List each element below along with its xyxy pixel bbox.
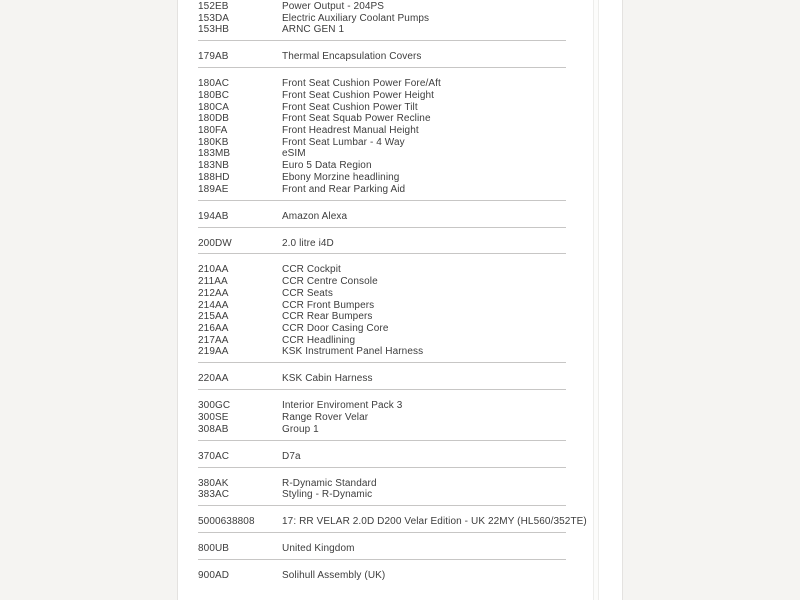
option-description-cell: Interior Enviroment Pack 3 [282,400,403,412]
table-row [198,238,566,250]
option-description-cell: ARNC GEN 1 [282,24,345,36]
option-code-cell: 179AB [198,51,229,63]
option-description-cell: Amazon Alexa [282,210,348,222]
option-description-cell: Front Seat Cushion Power Fore/Aft [282,78,441,90]
option-code-cell: 211AA [198,276,228,288]
vertical-scrollbar[interactable] [593,0,599,600]
option-list-card [177,0,623,600]
table-row [198,489,566,501]
option-code-cell: 180BC [198,90,230,102]
option-code-cell: 800UB [198,543,230,555]
table-row [198,125,566,137]
option-code-cell: 217AA [198,334,229,346]
table-row [198,424,566,436]
table-row [198,288,566,300]
option-code-cell: 183NB [198,160,230,172]
option-code-list [198,1,587,582]
table-row [198,516,587,528]
option-description-cell: United Kingdom [282,543,355,555]
option-code-cell: 188HD [198,171,230,183]
option-description-cell: Styling - R-Dynamic [282,489,373,501]
option-description-cell: CCR Seats [282,287,333,299]
option-description-cell: KSK Cabin Harness [282,373,373,385]
table-row [198,478,566,490]
section-divider [198,559,566,560]
section-divider [198,389,566,390]
table-row [198,543,566,555]
option-code-cell: 219AA [198,346,229,358]
option-code-cell: 180FA [198,125,228,137]
option-description-cell: Electric Auxiliary Coolant Pumps [282,12,430,24]
option-description-cell: Group 1 [282,423,319,435]
section-divider [198,227,566,228]
option-code-cell: 370AC [198,450,230,462]
section-divider [198,532,566,533]
option-code-cell: 900AD [198,570,230,582]
table-row [198,211,566,223]
table-row [198,172,566,184]
table-row [198,570,566,582]
table-row [198,346,566,358]
table-row [198,373,566,385]
option-code-cell: 183MB [198,148,231,160]
table-row [198,1,566,13]
option-description-cell: R-Dynamic Standard [282,477,377,489]
section-divider [198,440,566,441]
section-divider [198,200,566,201]
table-row [198,78,566,90]
option-description-cell: Thermal Encapsulation Covers [282,51,422,63]
option-description-cell: Front and Rear Parking Aid [282,183,406,195]
option-description-cell: CCR Door Casing Core [282,322,389,334]
table-row [198,264,566,276]
option-description-cell: CCR Front Bumpers [282,299,375,311]
option-code-cell: 180DB [198,113,230,125]
option-code-cell: 300GC [198,400,231,412]
option-description-cell: 2.0 litre i4D [282,237,334,249]
option-description-cell: CCR Centre Console [282,276,378,288]
option-code-cell: 210AA [198,264,229,276]
table-row [198,300,566,312]
section-divider [198,253,566,254]
option-code-cell: 189AE [198,183,229,195]
table-row [198,90,566,102]
option-code-cell: 5000638808 [198,516,255,528]
option-code-cell: 216AA [198,322,229,334]
table-row [198,51,566,63]
table-row [198,400,566,412]
option-code-cell: 308AB [198,423,229,435]
option-code-cell: 152EB [198,1,229,12]
option-description-cell: Range Rover Velar [282,411,369,423]
option-code-cell: 215AA [198,311,229,323]
option-description-cell: D7a [282,450,301,462]
table-row [198,335,566,347]
option-code-cell: 383AC [198,489,230,501]
option-description-cell: CCR Headlining [282,334,356,346]
option-code-cell: 180CA [198,101,230,113]
table-row [198,13,566,25]
option-description-cell: KSK Instrument Panel Harness [282,346,424,358]
option-code-cell: 214AA [198,299,229,311]
section-divider [198,505,566,506]
section-divider [198,67,566,68]
option-code-cell: 153HB [198,24,230,36]
option-description-cell: CCR Rear Bumpers [282,311,373,323]
option-code-cell: 194AB [198,210,229,222]
option-description-cell: Front Seat Squab Power Recline [282,113,431,125]
option-code-cell: 220AA [198,373,229,385]
option-description-cell: Solihull Assembly (UK) [282,570,386,582]
table-row [198,24,566,36]
section-divider [198,40,566,41]
option-code-cell: 300SE [198,411,229,423]
option-code-cell: 153DA [198,12,230,24]
table-row [198,148,566,160]
table-row [198,113,566,125]
option-description-cell: Front Headrest Manual Height [282,125,419,137]
option-code-cell: 212AA [198,287,229,299]
option-description-cell: eSIM [282,148,306,160]
option-description-cell: Power Output - 204PS [282,1,385,12]
option-description-cell: 17: RR VELAR 2.0D D200 Velar Edition - UK 22MY (HL560/352TE) [282,516,587,528]
table-row [198,102,566,114]
option-code-cell: 180KB [198,136,229,148]
table-row [198,412,566,424]
option-code-cell: 380AK [198,477,229,489]
option-description-cell: Front Seat Lumbar - 4 Way [282,136,405,148]
table-row [198,323,566,335]
option-description-cell: Front Seat Cushion Power Tilt [282,101,418,113]
section-divider [198,467,566,468]
option-description-cell: Euro 5 Data Region [282,160,372,172]
option-code-cell: 200DW [198,237,232,249]
table-row [198,137,566,149]
option-code-cell: 180AC [198,78,230,90]
table-row [198,160,566,172]
section-divider [198,362,566,363]
option-description-cell: Ebony Morzine headlining [282,171,400,183]
table-row [198,184,566,196]
table-row [198,451,566,463]
table-row [198,276,566,288]
option-description-cell: CCR Cockpit [282,264,341,276]
table-row [198,311,566,323]
option-description-cell: Front Seat Cushion Power Height [282,90,435,102]
